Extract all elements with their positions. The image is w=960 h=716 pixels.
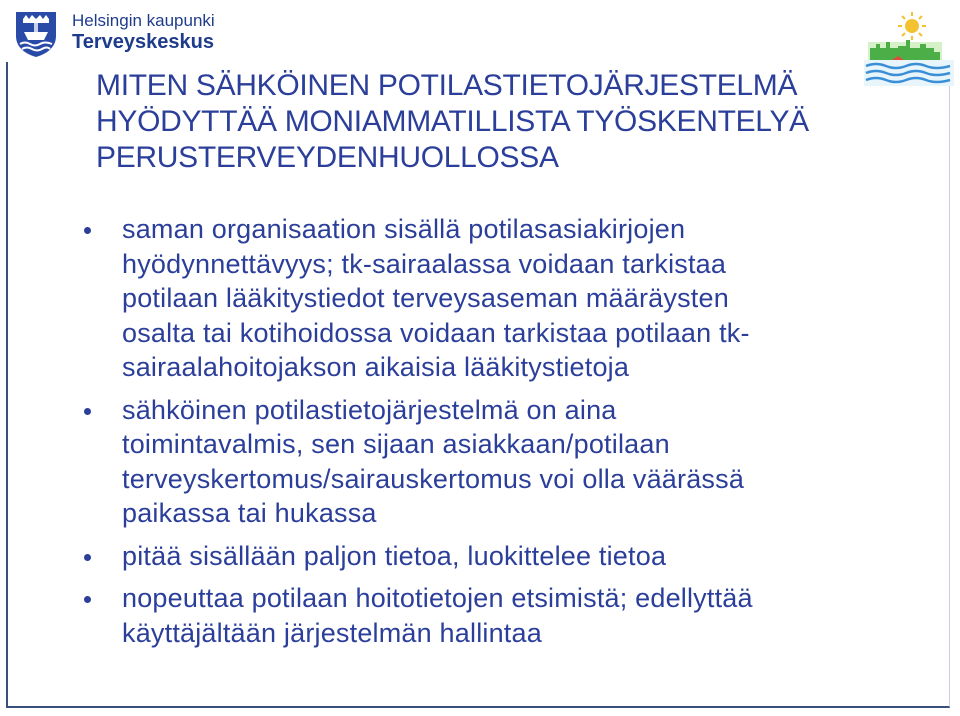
title-line-3: PERUSTERVEYDENHUOLLOSSA [96,141,559,174]
slide-title [96,68,896,176]
bullet-item [84,581,864,650]
bullet-item [84,539,864,574]
bullet-item [84,393,864,531]
helsinki-crest-icon [14,10,58,58]
bullet-item [84,212,864,385]
bullet-list [84,212,864,658]
bullet-marker-icon [84,227,91,234]
bullet-marker-icon [84,554,91,561]
title-line-2: HYÖDYTTÄÄ MONIAMMATILLISTA TYÖSKENTELYÄ [96,105,809,138]
bullet-text: pitää sisällään paljon tietoa, luokittelee tietoa [122,540,667,571]
organization-city: Helsingin kaupunki [72,11,215,30]
bullet-marker-icon [84,596,91,603]
organization-logo [14,10,215,58]
bullet-marker-icon [84,408,91,415]
bullet-text: saman organisaation sisällä potilasasiakirjojen hyödynnettävyys; tk-sairaalassa voidaan tarkistaa potilaan lääkitystiedot terveysaseman määräysten osalta tai kotihoidossa voidaan tarkistaa potilaan tk- sairaalahoitojakson aikaisia lääkitystietoja [122,214,750,382]
bullet-text: sähköinen potilastietojärjestelmä on aina toimintavalmis, sen sijaan asiakkaan/potilaan terveyskertomus/sairauskertomus voi olla väärässä paikassa tai hukassa [122,394,745,528]
bullet-text: nopeuttaa potilaan hoitotietojen etsimistä; edellyttää käyttäjältään järjestelmän hallintaa [122,583,753,648]
organization-unit: Terveyskeskus [72,31,214,53]
title-line-1: MITEN SÄHKÖINEN POTILASTIETOJÄRJESTELMÄ [96,69,798,102]
